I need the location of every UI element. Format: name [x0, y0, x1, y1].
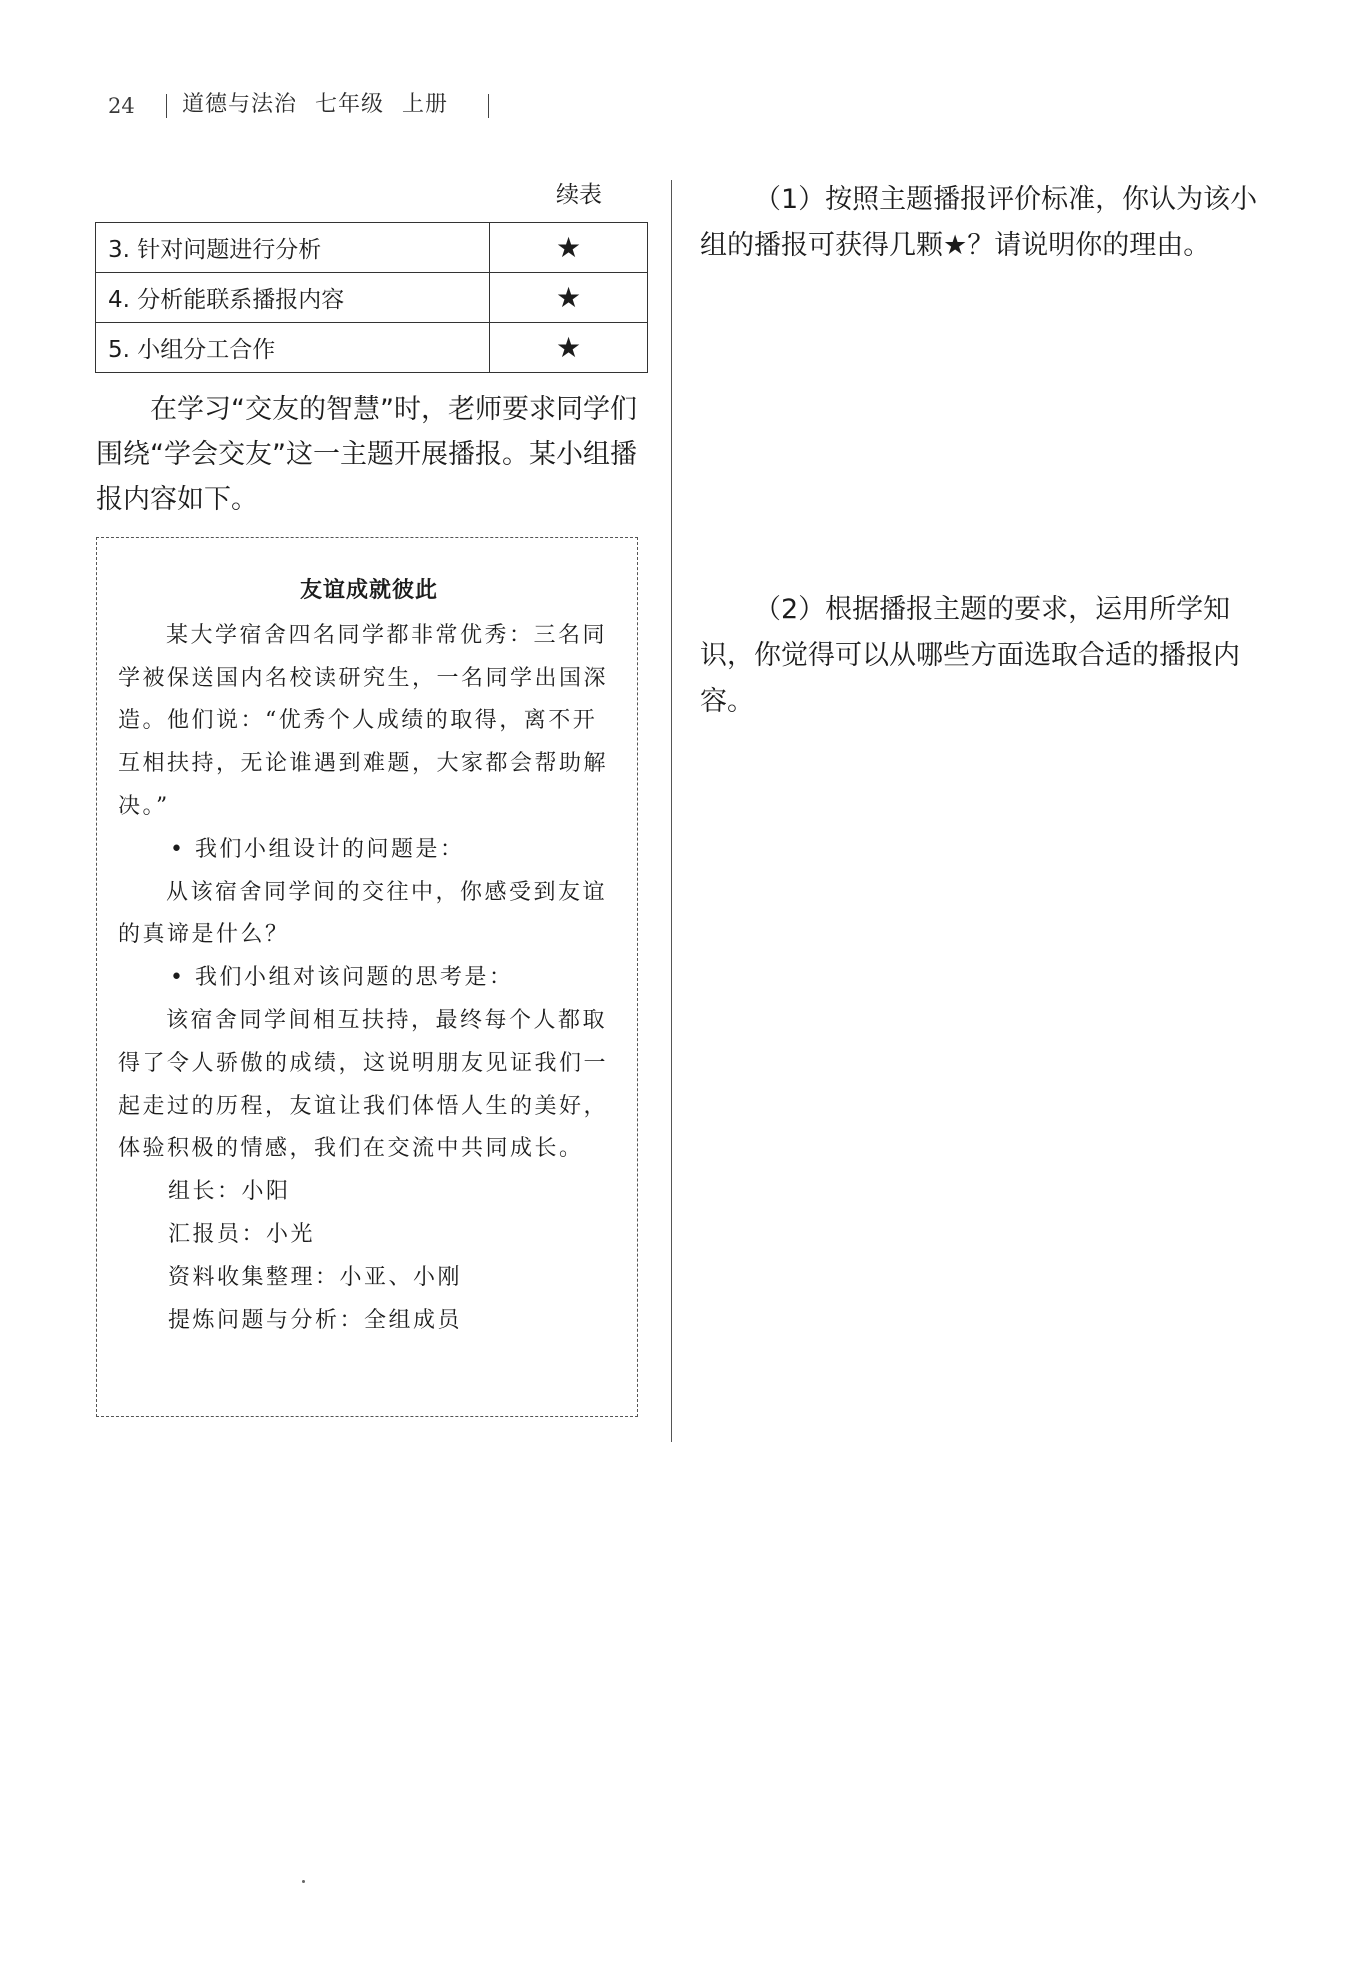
criterion-label: 4. 分析能联系播报内容 [96, 273, 490, 323]
broadcast-title: 友谊成就彼此 [299, 578, 438, 603]
question-text: 从该宿舍同学间的交往中，你感受到友谊的真谛是什么？ [118, 879, 608, 948]
column-divider [671, 180, 672, 1442]
table-continued-label: 续表 [556, 182, 602, 208]
page-number: 24 [108, 94, 135, 118]
intro-paragraph [96, 387, 656, 522]
question-1 [700, 177, 1262, 269]
credit-reporter: 汇报员：小光 [168, 1221, 316, 1247]
thinking-heading: • 我们小组对该问题的思考是： [170, 965, 514, 991]
header-divider [488, 94, 489, 118]
star-icon: ★ [490, 323, 648, 373]
criterion-label: 5. 小组分工合作 [96, 323, 490, 373]
question-2 [700, 587, 1262, 725]
question-2-text: （2）根据播报主题的要求，运用所学知识，你觉得可以从哪些方面选取合适的播报内容。 [700, 594, 1240, 717]
table-row [96, 223, 648, 273]
header-divider [166, 94, 167, 118]
criterion-label: 3. 针对问题进行分析 [96, 223, 490, 273]
credit-leader: 组长：小阳 [168, 1179, 291, 1205]
evaluation-criteria-table [95, 222, 648, 373]
question-heading: • 我们小组设计的问题是： [170, 836, 465, 862]
table-row [96, 273, 648, 323]
book-grade: 七年级 [315, 92, 385, 117]
table-row [96, 323, 648, 373]
broadcast-story: 某大学宿舍四名同学都非常优秀：三名同学被保送国内名校读研究生，一名同学出国深造。他们说：“优秀个人成绩的取得，离不开互相扶持，无论谁遇到难题，大家都会帮助解决。” [118, 622, 609, 819]
thinking-text: 该宿舍同学间相互扶持，最终每个人都取得了令人骄傲的成绩，这说明朋友见证我们一起走过的历程，友谊让我们体悟人生的美好，体验积极的情感，我们在交流中共同成长。 [118, 1007, 609, 1162]
question-1-text: （1）按照主题播报评价标准，你认为该小组的播报可获得几颗★？请说明你的理由。 [700, 184, 1258, 261]
book-subject: 道德与法治 [182, 92, 298, 117]
broadcast-content [118, 570, 620, 1342]
intro-text: 在学习“交友的智慧”时，老师要求同学们围绕“学会交友”这一主题开展播报。某小组播报内容如下。 [96, 394, 637, 515]
book-title [182, 90, 448, 120]
print-speck [302, 1880, 305, 1883]
star-icon: ★ [490, 223, 648, 273]
credit-researchers: 资料收集整理：小亚、小刚 [168, 1264, 463, 1290]
book-volume: 上册 [402, 92, 449, 117]
credit-analysts: 提炼问题与分析：全组成员 [168, 1307, 463, 1333]
star-icon: ★ [490, 273, 648, 323]
